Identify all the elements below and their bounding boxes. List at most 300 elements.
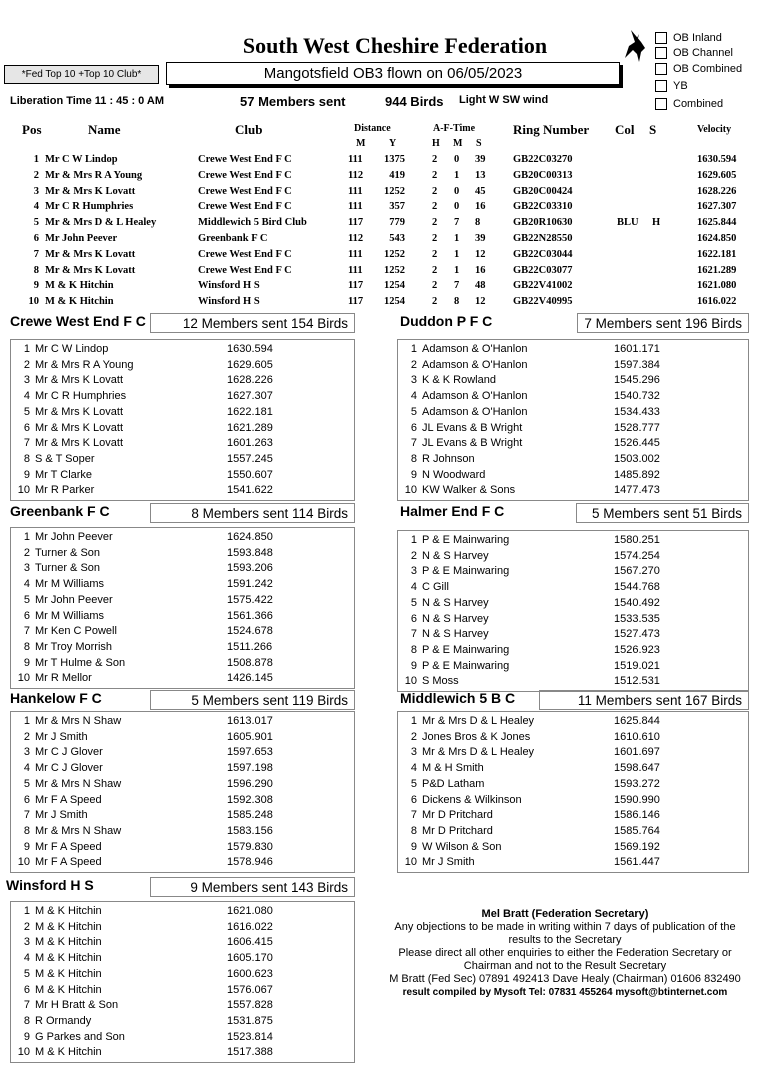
fancier-name: Mr & Mrs N Shaw	[35, 824, 122, 837]
velocity: 1622.181	[227, 405, 273, 418]
velocity: 1590.990	[614, 793, 660, 806]
velocity: 1534.433	[614, 405, 660, 418]
list-item	[17, 421, 350, 436]
fancier-name: S Moss	[422, 675, 459, 688]
top10-pos: 5	[33, 217, 39, 229]
col-h: H	[432, 138, 440, 149]
top10-y: 1254	[384, 280, 405, 292]
top10-ring: GB20C00424	[513, 185, 573, 197]
club-summary: 5 Members sent 51 Birds	[576, 503, 749, 523]
velocity: 1575.422	[227, 593, 273, 606]
list-item	[404, 714, 744, 729]
top10-club: Crewe West End F C	[198, 154, 292, 165]
members-sent: 57 Members sent	[240, 94, 346, 109]
velocity: 1541.622	[227, 484, 273, 497]
checkbox[interactable]	[655, 63, 667, 75]
rank: 2	[410, 730, 417, 743]
rank: 5	[410, 777, 417, 790]
rank: 10	[17, 856, 30, 869]
club-results-list	[10, 527, 355, 689]
top10-ring: GB20R10630	[513, 217, 573, 229]
top10-s: 48	[475, 280, 486, 292]
velocity: 1598.647	[614, 762, 660, 775]
club-results-list	[10, 711, 355, 873]
rank: 1	[410, 534, 417, 546]
fancier-name: Mr John Peever	[35, 531, 113, 543]
top10-ring: GB22V41002	[513, 280, 573, 292]
top10-mn: 1	[454, 169, 460, 181]
checkbox[interactable]	[655, 80, 667, 92]
list-item	[17, 855, 350, 870]
top10-ring: GB22N28550	[513, 233, 573, 244]
top10-pos: 6	[33, 233, 39, 244]
col-aft: A-F-Time	[433, 123, 476, 134]
club-summary: 9 Members sent 143 Birds	[150, 877, 355, 897]
top10-s: 39	[475, 233, 486, 244]
rank: 2	[23, 358, 30, 371]
velocity: 1574.254	[614, 549, 660, 562]
top10-club: Crewe West End F C	[198, 248, 292, 260]
velocity: 1508.878	[227, 656, 273, 669]
race-title: Mangotsfield OB3 flown on 06/05/2023	[166, 62, 620, 85]
fancier-name: M & K Hitchin	[35, 1046, 102, 1059]
footer-objections: Any objections to be made in writing within 7 days of publication of the results to the Secretary	[394, 921, 736, 946]
list-item	[17, 389, 350, 404]
list-item	[17, 714, 350, 729]
list-item	[17, 983, 350, 998]
checkbox[interactable]	[655, 47, 667, 59]
col-y: Y	[389, 138, 397, 149]
list-item	[17, 745, 350, 760]
list-item	[17, 951, 350, 966]
rank: 4	[23, 578, 30, 591]
club-name: Crewe West End F C	[10, 313, 146, 329]
top10-vel: 1628.226	[697, 185, 737, 197]
fancier-name: Mr C J Glover	[35, 746, 103, 759]
list-item	[404, 468, 744, 483]
top10-y: 1252	[384, 185, 405, 197]
fancier-name: K & K Rowland	[422, 374, 496, 387]
velocity: 1593.272	[614, 777, 660, 790]
rank: 4	[410, 390, 417, 403]
velocity: 1485.892	[614, 468, 660, 481]
top10-h: 2	[432, 169, 438, 181]
velocity: 1527.473	[614, 628, 660, 641]
fancier-name: R Ormandy	[35, 1014, 92, 1027]
velocity: 1579.830	[227, 840, 273, 853]
top10-vel: 1629.605	[697, 169, 737, 181]
velocity: 1519.021	[614, 659, 660, 672]
top10-name: Mr C W Lindop	[45, 154, 118, 165]
col-distance: Distance	[354, 123, 391, 134]
top10-name: Mr & Mrs D & L Healey	[45, 217, 157, 229]
club-name: Hankelow F C	[10, 690, 102, 706]
list-item	[404, 745, 744, 760]
top10-pos: 3	[33, 185, 39, 197]
list-item	[17, 342, 350, 357]
top10-mn: 7	[454, 217, 460, 229]
rank: 6	[23, 983, 30, 996]
club-name: Halmer End F C	[400, 503, 505, 519]
top10-pos: 2	[33, 169, 39, 181]
fancier-name: N & S Harvey	[422, 596, 489, 609]
velocity: 1625.844	[614, 715, 660, 727]
rank: 4	[410, 581, 417, 594]
rank: 5	[410, 405, 417, 418]
list-item	[17, 577, 350, 592]
velocity: 1580.251	[614, 534, 660, 546]
club-summary: 11 Members sent 167 Birds	[539, 690, 749, 710]
wind-info: Light W SW wind	[459, 94, 549, 106]
fancier-name: Mr & Mrs K Lovatt	[35, 405, 124, 418]
list-item	[17, 904, 350, 919]
top10-s: 16	[475, 201, 486, 213]
top10-ring: GB22V40995	[513, 296, 573, 308]
fancier-name: Mr J Smith	[422, 856, 475, 869]
velocity: 1597.653	[227, 746, 273, 759]
list-item	[17, 373, 350, 388]
checkbox[interactable]	[655, 98, 667, 110]
option-ob-combined[interactable]	[655, 62, 742, 76]
top10-h: 2	[432, 217, 438, 229]
top10-name: M & K Hitchin	[45, 280, 114, 292]
rank: 8	[23, 640, 30, 653]
fancier-name: C Gill	[422, 581, 449, 594]
velocity: 1593.206	[227, 562, 273, 575]
rank: 9	[23, 656, 30, 669]
fancier-name: Adamson & O'Hanlon	[422, 390, 528, 403]
velocity: 1597.384	[614, 358, 660, 371]
fancier-name: N & S Harvey	[422, 612, 489, 625]
list-item	[17, 624, 350, 639]
fancier-name: Mr Troy Morrish	[35, 640, 112, 653]
velocity: 1586.146	[614, 809, 660, 822]
fancier-name: Mr F A Speed	[35, 840, 102, 853]
list-item	[17, 777, 350, 792]
velocity: 1621.289	[227, 421, 273, 434]
top10-name: M & K Hitchin	[45, 296, 114, 308]
list-item	[404, 808, 744, 823]
rank: 6	[23, 793, 30, 806]
option-ob-channel[interactable]	[655, 46, 733, 60]
velocity: 1601.263	[227, 437, 273, 450]
top10-m: 117	[348, 296, 364, 308]
footer-contacts: M Bratt (Fed Sec) 07891 492413 Dave Healy (Chairman) 01606 832490	[389, 973, 741, 985]
top10-y: 1252	[384, 248, 405, 260]
velocity: 1629.605	[227, 358, 273, 371]
fancier-name: Adamson & O'Hanlon	[422, 343, 528, 355]
top10-pos: 9	[33, 280, 39, 292]
top10-mn: 0	[454, 201, 460, 213]
col-ring: Ring Number	[513, 122, 590, 137]
rank: 1	[23, 715, 30, 727]
club-results-list	[397, 339, 749, 501]
list-item	[404, 358, 744, 373]
fancier-name: JL Evans & B Wright	[422, 437, 523, 450]
fancier-name: P&D Latham	[422, 777, 485, 790]
top10-h: 2	[432, 154, 438, 165]
list-item	[17, 808, 350, 823]
list-item	[404, 564, 744, 579]
option-label: OB Combined	[673, 63, 743, 75]
list-item	[17, 483, 350, 498]
rank: 9	[410, 659, 417, 672]
col-min: M	[453, 138, 463, 149]
top10-h: 2	[432, 233, 438, 244]
top10-name: Mr & Mrs K Lovatt	[45, 264, 136, 276]
liberation-time: Liberation Time 11 : 45 : 0 AM	[10, 95, 165, 107]
list-item	[404, 793, 744, 808]
velocity: 1544.768	[614, 581, 660, 594]
fancier-name: Mr R Parker	[35, 484, 95, 497]
fancier-name: M & K Hitchin	[35, 920, 102, 933]
rank: 10	[404, 856, 417, 869]
top10-h: 2	[432, 280, 438, 292]
option-label: Combined	[673, 98, 724, 110]
top10-club: Greenbank F C	[198, 233, 268, 244]
fancier-name: P & E Mainwaring	[422, 534, 510, 546]
fancier-name: Jones Bros & K Jones	[422, 730, 531, 743]
fancier-name: P & E Mainwaring	[422, 565, 510, 578]
list-item	[17, 730, 350, 745]
fancier-name: Mr T Clarke	[35, 468, 93, 481]
list-item	[404, 730, 744, 745]
list-item	[17, 609, 350, 624]
list-item	[17, 561, 350, 576]
velocity: 1561.447	[614, 856, 660, 869]
list-item	[17, 935, 350, 950]
list-item	[17, 793, 350, 808]
col-sec: S	[476, 138, 482, 149]
fancier-name: Dickens & Wilkinson	[422, 793, 522, 806]
fancier-name: Mr H Bratt & Son	[35, 999, 119, 1012]
fancier-name: Mr & Mrs D & L Healey	[422, 715, 535, 727]
top10-m: 112	[348, 233, 364, 244]
rank: 5	[23, 777, 30, 790]
fancier-name: P & E Mainwaring	[422, 643, 510, 656]
col-colour: Col	[615, 122, 635, 137]
rank: 9	[23, 840, 30, 853]
top10-club: Crewe West End F C	[198, 169, 292, 181]
velocity: 1591.242	[227, 578, 273, 591]
velocity: 1533.535	[614, 612, 660, 625]
top10-ring: GB22C03270	[513, 154, 573, 165]
velocity: 1557.245	[227, 452, 273, 465]
rank: 2	[23, 920, 30, 933]
col-club: Club	[235, 122, 263, 137]
option-combined[interactable]	[655, 97, 723, 111]
velocity: 1526.923	[614, 643, 660, 656]
top10-m: 112	[348, 169, 364, 181]
top10-y: 779	[389, 217, 405, 229]
option-label: OB Inland	[673, 32, 722, 44]
top10-vel: 1621.080	[697, 280, 737, 292]
rank: 7	[23, 625, 30, 638]
velocity: 1592.308	[227, 793, 273, 806]
top10-s: 12	[475, 248, 486, 260]
list-item	[404, 627, 744, 642]
top10-club: Middlewich 5 Bird Club	[198, 217, 307, 229]
fancier-name: Mr M Williams	[35, 578, 105, 591]
top10-club: Crewe West End F C	[198, 201, 292, 213]
rank: 1	[23, 531, 30, 543]
top10-mn: 1	[454, 248, 460, 260]
top10-y: 1252	[384, 264, 405, 276]
rank: 9	[410, 840, 417, 853]
velocity: 1567.270	[614, 565, 660, 578]
rank: 6	[410, 421, 417, 434]
birds-count: 944 Birds	[385, 94, 444, 109]
top10-y: 543	[389, 233, 405, 244]
list-item	[17, 593, 350, 608]
fancier-name: Mr John Peever	[35, 593, 113, 606]
top10-pos: 1	[33, 154, 39, 165]
top10-mn: 0	[454, 185, 460, 197]
fancier-name: Mr & Mrs K Lovatt	[35, 421, 124, 434]
fancier-name: N & S Harvey	[422, 628, 489, 641]
velocity: 1523.814	[227, 1030, 273, 1043]
list-item	[404, 421, 744, 436]
rank: 3	[410, 374, 417, 387]
club-name: Winsford H S	[6, 877, 94, 893]
rank: 4	[410, 762, 417, 775]
rank: 5	[23, 593, 30, 606]
fancier-name: M & H Smith	[422, 762, 484, 775]
list-item	[17, 452, 350, 467]
top10-m: 111	[348, 154, 363, 165]
list-item	[17, 1030, 350, 1045]
option-ob-inland[interactable]	[655, 31, 722, 45]
fancier-name: Mr D Pritchard	[422, 824, 493, 837]
fancier-name: Mr J Smith	[35, 809, 88, 822]
velocity: 1578.946	[227, 856, 273, 869]
top10-mn: 8	[454, 296, 460, 308]
top10-y: 357	[389, 201, 405, 213]
col-m: M	[356, 138, 366, 149]
option-yb[interactable]	[655, 79, 688, 93]
top10-mn: 0	[454, 154, 460, 165]
rank: 9	[23, 468, 30, 481]
list-item	[17, 761, 350, 776]
velocity: 1540.492	[614, 596, 660, 609]
velocity: 1600.623	[227, 967, 273, 980]
rank: 7	[23, 437, 30, 450]
top10-s: 12	[475, 296, 486, 308]
top10-pos: 10	[28, 296, 39, 308]
list-item	[404, 533, 744, 548]
top10-m: 117	[348, 280, 364, 292]
top10-name: Mr & Mrs K Lovatt	[45, 185, 136, 197]
fancier-name: S & T Soper	[35, 452, 95, 465]
top10-m: 111	[348, 201, 363, 213]
rank: 10	[404, 484, 417, 497]
rank: 8	[23, 452, 30, 465]
fancier-name: Mr R Mellor	[35, 672, 92, 685]
list-item	[17, 840, 350, 855]
top10-vel: 1625.844	[697, 217, 737, 229]
rank: 3	[23, 936, 30, 949]
velocity: 1524.678	[227, 625, 273, 638]
list-item	[404, 389, 744, 404]
club-results-list	[397, 711, 749, 873]
list-item	[404, 643, 744, 658]
top10-s: 8	[475, 217, 481, 229]
top10-mn: 1	[454, 233, 460, 244]
pigeon-logo-icon	[623, 28, 649, 64]
rank: 7	[410, 628, 417, 641]
rank: 6	[410, 793, 417, 806]
rank: 1	[410, 343, 417, 355]
fancier-name: R Johnson	[422, 452, 475, 465]
checkbox[interactable]	[655, 32, 667, 44]
rank: 1	[23, 343, 30, 355]
list-item	[17, 671, 350, 686]
top10-h: 2	[432, 296, 438, 308]
velocity: 1550.607	[227, 468, 273, 481]
list-item	[404, 761, 744, 776]
list-item	[17, 824, 350, 839]
top10-name: Mr & Mrs R A Young	[45, 169, 143, 181]
top10-vel: 1624.850	[697, 233, 737, 244]
club-results-list	[397, 530, 749, 692]
velocity: 1601.697	[614, 746, 660, 759]
top10-vel: 1622.181	[697, 248, 737, 260]
club-summary: 8 Members sent 114 Birds	[150, 503, 355, 523]
top10-mn: 1	[454, 264, 460, 276]
velocity: 1627.307	[227, 390, 273, 403]
top10-vel: 1621.289	[697, 264, 737, 276]
fancier-name: Mr & Mrs D & L Healey	[422, 746, 535, 759]
velocity: 1597.198	[227, 762, 273, 775]
rank: 5	[410, 596, 417, 609]
list-item	[404, 659, 744, 674]
footer-secretary: Mel Bratt (Federation Secretary)	[481, 908, 649, 920]
club-name: Duddon P F C	[400, 313, 493, 329]
rank: 8	[23, 1014, 30, 1027]
top10-vel: 1616.022	[697, 296, 737, 308]
top10-m: 111	[348, 248, 363, 260]
top10-y: 1375	[384, 154, 405, 165]
list-item	[404, 452, 744, 467]
top10-ring: GB22C03044	[513, 248, 573, 260]
velocity: 1576.067	[227, 983, 273, 996]
option-label: OB Channel	[673, 47, 733, 59]
fancier-name: M & K Hitchin	[35, 936, 102, 949]
velocity: 1610.610	[614, 730, 660, 743]
top10-vel: 1627.307	[697, 201, 737, 213]
rank: 8	[23, 824, 30, 837]
fancier-name: M & K Hitchin	[35, 983, 102, 996]
top10-sex: H	[652, 217, 661, 229]
velocity: 1531.875	[227, 1014, 273, 1027]
club-summary: 12 Members sent 154 Birds	[150, 313, 355, 333]
velocity: 1545.296	[614, 374, 660, 387]
top10-s: 16	[475, 264, 486, 276]
rank: 7	[23, 999, 30, 1012]
rank: 10	[404, 675, 417, 688]
top10-h: 2	[432, 201, 438, 213]
top10-pos: 7	[33, 248, 39, 260]
list-item	[17, 405, 350, 420]
fancier-name: Turner & Son	[35, 562, 101, 575]
velocity: 1426.145	[227, 672, 273, 685]
fancier-name: Mr Ken C Powell	[35, 625, 117, 638]
top10-col: BLU	[617, 217, 639, 229]
rank: 7	[410, 809, 417, 822]
rank: 4	[23, 952, 30, 965]
rank: 10	[17, 1046, 30, 1059]
col-name: Name	[88, 122, 121, 137]
